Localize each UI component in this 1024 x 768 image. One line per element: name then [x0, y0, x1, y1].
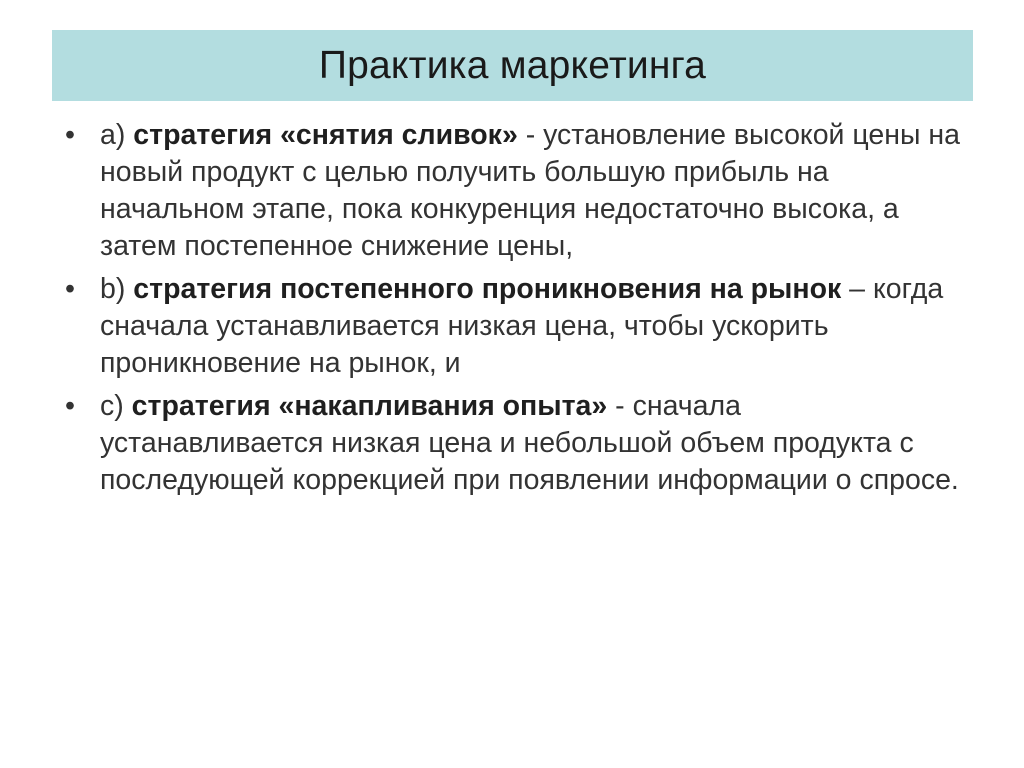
bullet-prefix: c) — [100, 390, 132, 422]
bullet-description: - сначала устанавливается низкая цена и небольшой объем продукта с последующей коррекцией при появлении информации о спросе. — [100, 390, 959, 496]
bullet-prefix: a) — [100, 119, 134, 151]
bullet-prefix: b) — [100, 273, 134, 305]
bullet-list — [60, 117, 970, 505]
bullet-description: – когда сначала устанавливается низкая цена, чтобы ускорить проникновение на рынок, и — [100, 273, 944, 379]
bullet-term: стратегия «снятия сливок» — [133, 119, 518, 151]
bullet-dot-icon: • — [65, 390, 75, 422]
slide-title: Практика маркетинга — [318, 43, 707, 87]
bullet-item-c — [60, 388, 970, 499]
bullet-dot-icon: • — [65, 119, 75, 151]
bullet-item-b — [60, 271, 970, 382]
bullet-term: стратегия «накапливания опыта» — [131, 390, 608, 422]
bullet-term: стратегия постепенного проникновения на рынок — [133, 273, 842, 305]
bullet-dot-icon: • — [65, 273, 75, 305]
bullet-description: - установление высокой цены на новый продукт с целью получить большую прибыль на начальном этапе, пока конкуренция недостаточно высока, а затем постепенное снижение цены, — [100, 119, 960, 262]
title-bar — [52, 30, 973, 101]
bullet-item-a — [60, 117, 970, 265]
